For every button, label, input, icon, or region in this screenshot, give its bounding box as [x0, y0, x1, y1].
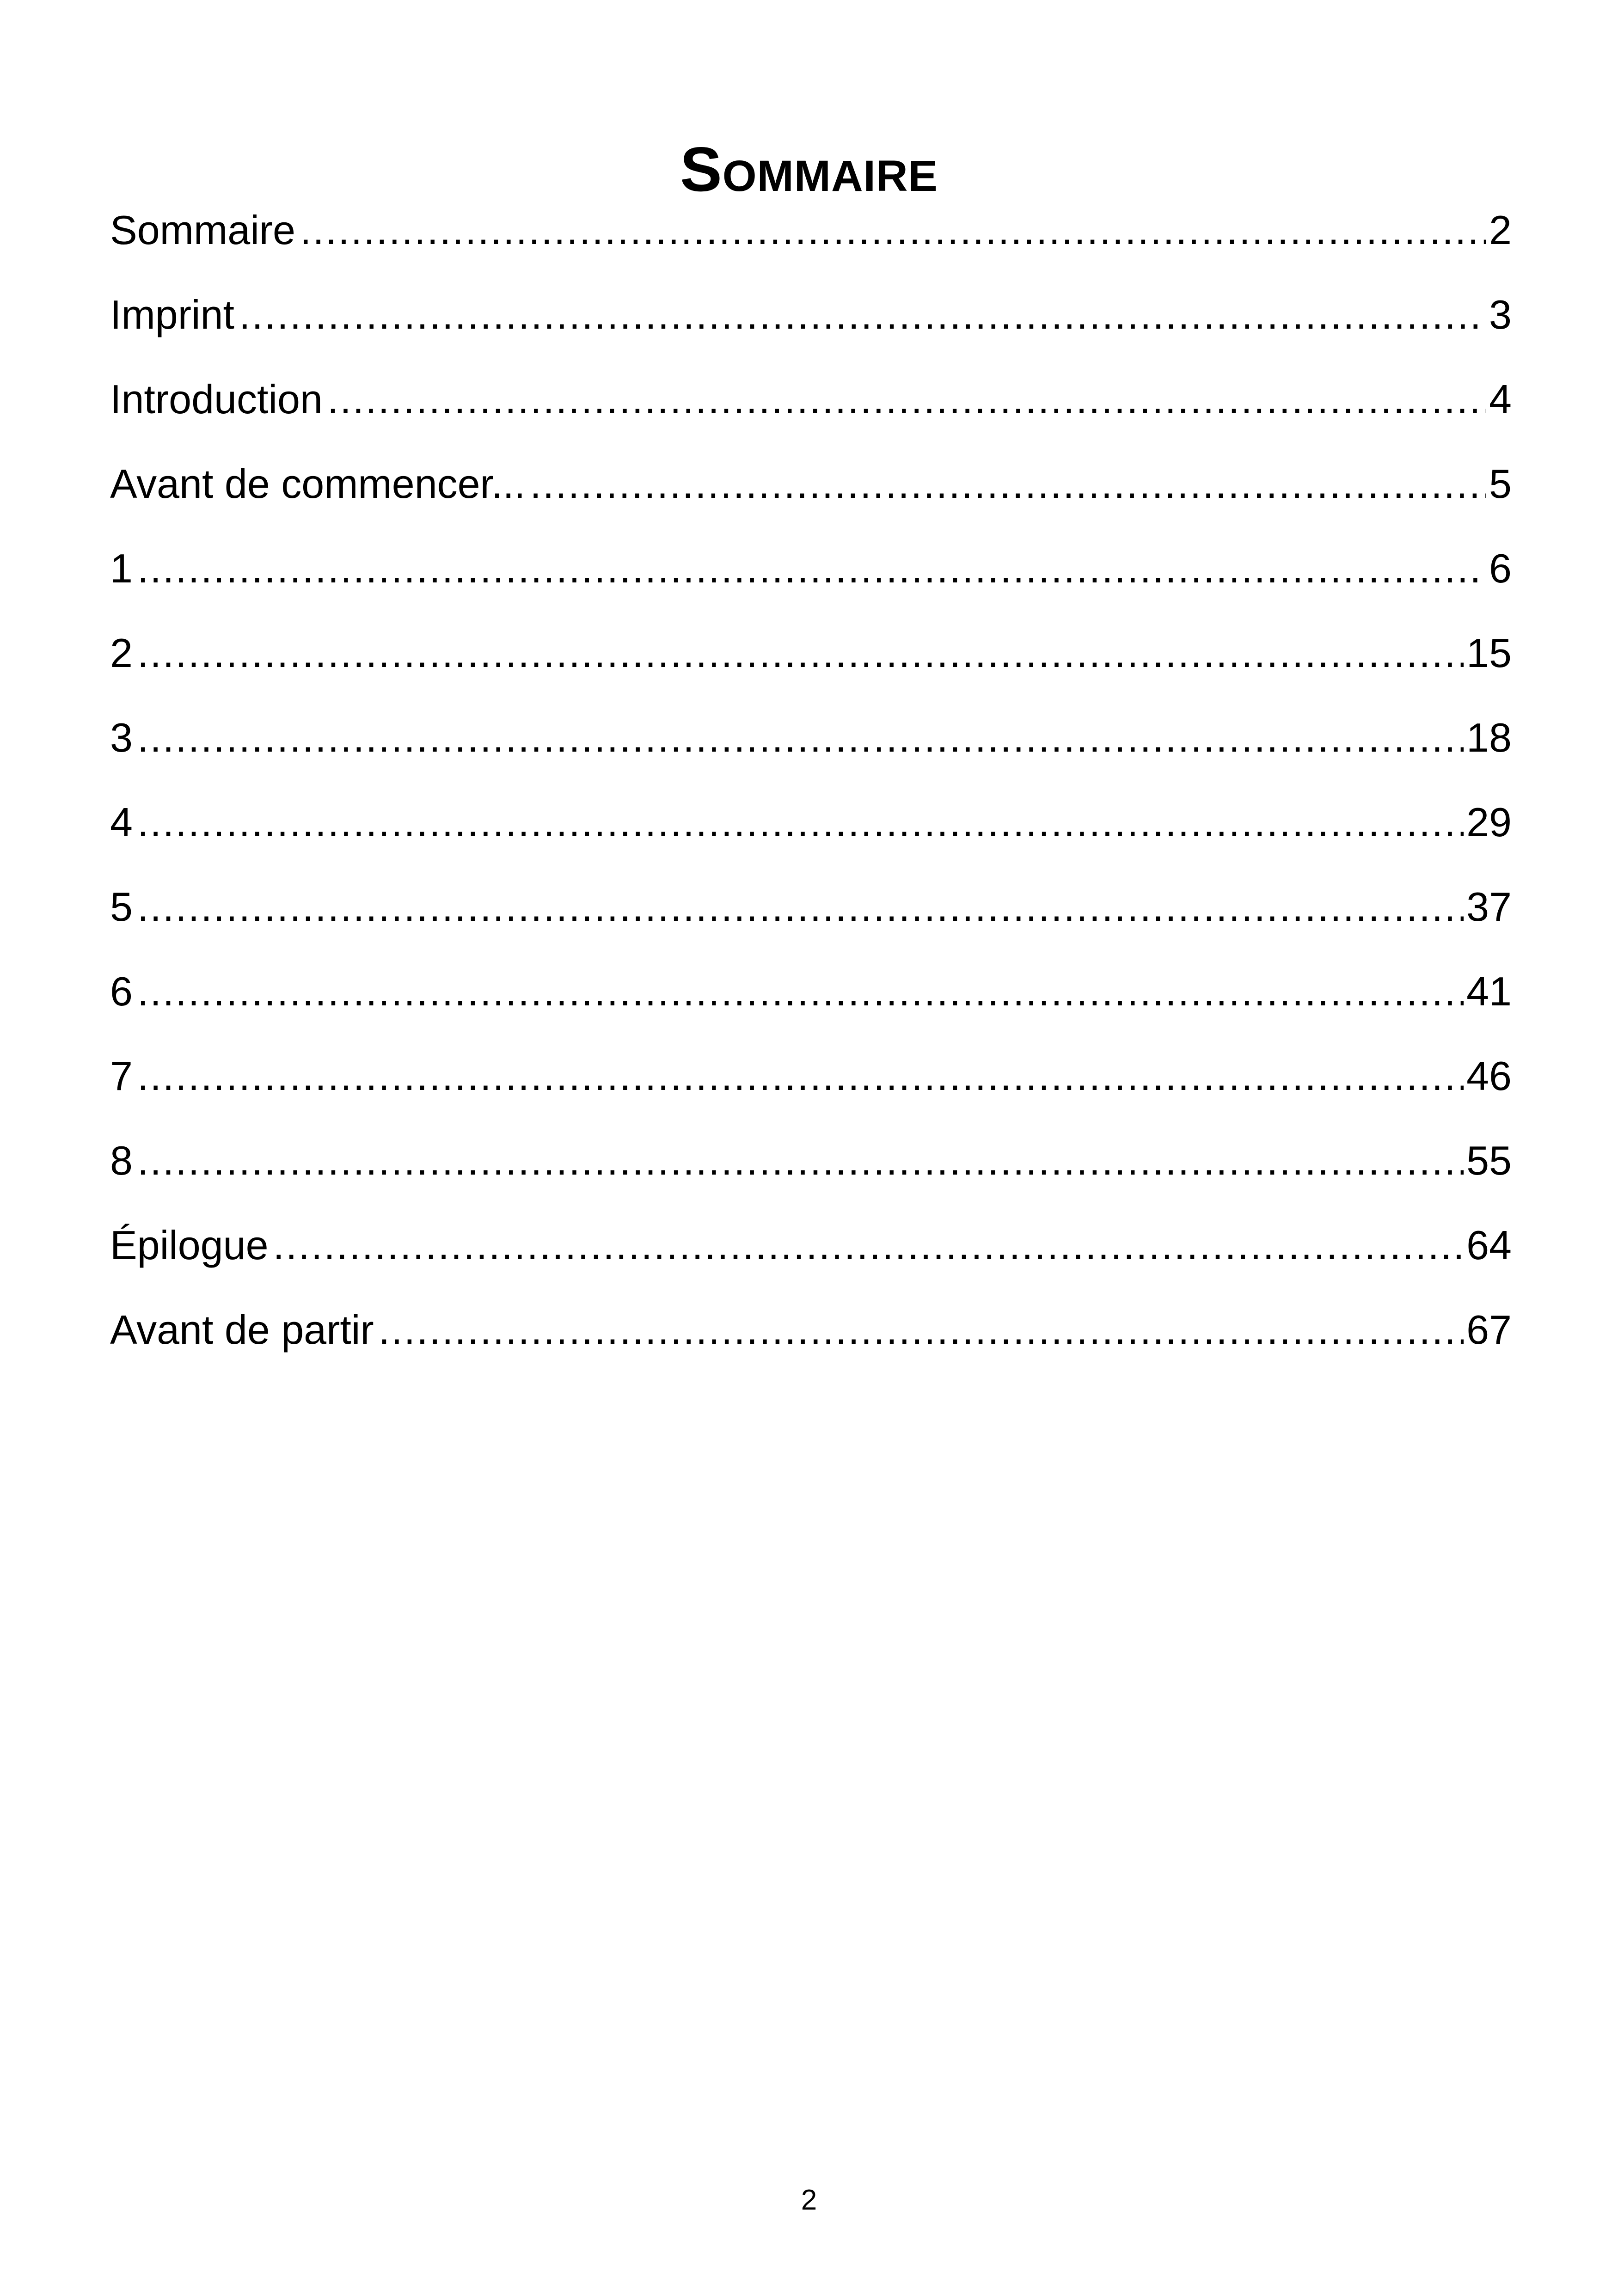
- toc-leader-dots: [239, 282, 1486, 347]
- toc-entry-imprint: [110, 282, 1512, 367]
- toc-leader-dots: [530, 452, 1486, 516]
- toc-entry-avant-de-partir: [110, 1298, 1512, 1382]
- toc-entry-label: 3: [110, 715, 133, 760]
- toc-leader-dots: [137, 536, 1486, 601]
- toc-entry-label: 8: [110, 1138, 133, 1183]
- toc-entry-label: 5: [110, 884, 133, 930]
- toc-leader-dots: [273, 1213, 1464, 1278]
- toc-entry-label: Introduction: [110, 376, 323, 422]
- toc-entry-page: 46: [1466, 1053, 1512, 1099]
- toc-leader-dots: [137, 875, 1464, 939]
- toc-leader-dots: [137, 959, 1464, 1024]
- table-of-contents: [110, 198, 1512, 1382]
- footer-page-number: 2: [801, 2184, 817, 2216]
- toc-leader-dots: [300, 198, 1486, 263]
- toc-entry-page: 55: [1466, 1138, 1512, 1183]
- toc-entry-chapter-1: [110, 536, 1512, 621]
- toc-entry-page: 5: [1489, 461, 1512, 507]
- toc-entry-chapter-3: [110, 705, 1512, 790]
- toc-entry-introduction: [110, 367, 1512, 452]
- toc-entry-page: 15: [1466, 630, 1512, 676]
- toc-entry-page: 41: [1466, 968, 1512, 1014]
- toc-entry-page: 18: [1466, 715, 1512, 760]
- toc-entry-chapter-7: [110, 1044, 1512, 1128]
- toc-leader-dots: [137, 705, 1464, 770]
- toc-entry-chapter-6: [110, 959, 1512, 1044]
- toc-entry-page: 2: [1489, 207, 1512, 253]
- toc-entry-label: Imprint: [110, 292, 234, 337]
- toc-entry-label: Épilogue: [110, 1222, 269, 1268]
- toc-entry-sommaire: [110, 198, 1512, 282]
- toc-entry-label: Avant de commencer...: [110, 461, 526, 507]
- toc-entry-page: 37: [1466, 884, 1512, 930]
- toc-entry-page: 4: [1489, 376, 1512, 422]
- toc-entry-page: 67: [1466, 1307, 1512, 1353]
- toc-entry-page: 6: [1489, 545, 1512, 591]
- toc-leader-dots: [137, 1044, 1464, 1108]
- toc-entry-label: Sommaire: [110, 207, 295, 253]
- toc-entry-chapter-4: [110, 790, 1512, 875]
- toc-entry-label: 1: [110, 545, 133, 591]
- toc-entry-chapter-2: [110, 621, 1512, 705]
- toc-entry-page: 29: [1466, 799, 1512, 845]
- toc-leader-dots: [137, 1128, 1464, 1193]
- toc-entry-page: 64: [1466, 1222, 1512, 1268]
- toc-entry-epilogue: [110, 1213, 1512, 1298]
- toc-entry-label: 4: [110, 799, 133, 845]
- toc-leader-dots: [137, 790, 1464, 855]
- toc-leader-dots: [137, 621, 1464, 686]
- page-title: Sommaire: [680, 134, 938, 205]
- toc-entry-avant-de-commencer: [110, 452, 1512, 536]
- toc-entry-label: 7: [110, 1053, 133, 1099]
- toc-entry-chapter-8: [110, 1128, 1512, 1213]
- toc-entry-label: Avant de partir: [110, 1307, 374, 1353]
- toc-leader-dots: [379, 1298, 1464, 1362]
- toc-leader-dots: [327, 367, 1486, 432]
- toc-entry-label: 6: [110, 968, 133, 1014]
- toc-entry-label: 2: [110, 630, 133, 676]
- toc-entry-page: 3: [1489, 292, 1512, 337]
- toc-entry-chapter-5: [110, 875, 1512, 959]
